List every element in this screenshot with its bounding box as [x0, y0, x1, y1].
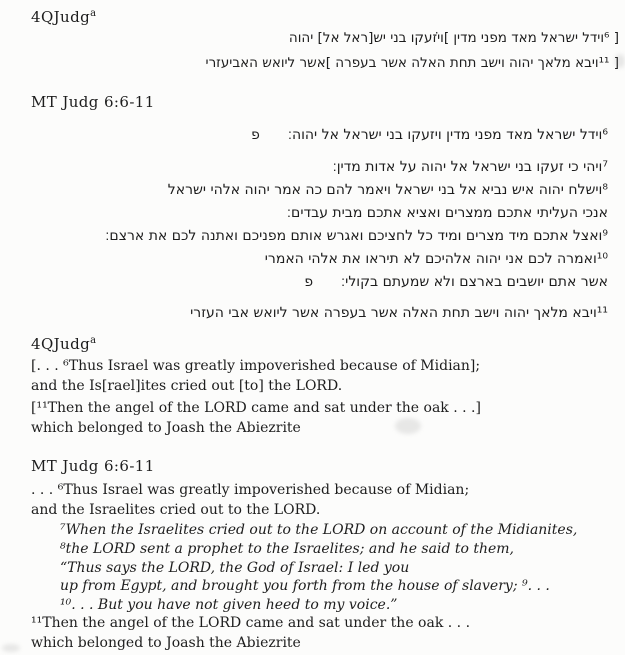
english-line-mt-v6a: . . . ⁶Thus Israel was greatly impoverished because of Midian; — [31, 482, 470, 498]
4qjudg-translation-para1 — [31, 357, 480, 396]
english-line-mt-v11b: which belonged to Joash the Abiezrite — [31, 634, 301, 651]
4qjudg-translation-para2 — [31, 399, 481, 438]
english-line-v11b: which belonged to Joash the Abiezrite — [31, 419, 301, 436]
siglum-superscript: a — [90, 8, 97, 19]
hebrew-line-v10b: אשר אתם יושבים בארצם ולא שמעתם בקולי׃ פ — [304, 274, 608, 290]
4qjudg-hebrew-block — [206, 26, 619, 76]
hebrew-line-v6: ⁶וידל ישראל מאד מפני מדין ויזעקו בני ישראל אל יהוה׃ פ — [251, 127, 608, 143]
english-line-mt-v8b: “Thus says the LORD, the God of Israel: I led you — [60, 559, 410, 576]
hebrew-line-judg6-6: [ ⁶וידל ישראל מאד מפני מדין ]ו̇יזעקו בני יש[ראל אל] יהוה — [288, 30, 619, 46]
english-line-v6a: [. . . ⁶Thus Israel was greatly impoverished because of Midian]; — [31, 358, 481, 374]
heading-mt-hebrew: MT Judg 6:6-11 — [31, 93, 155, 111]
english-line-v6b: and the Is[rael]ites cried out [to] the LORD. — [31, 377, 343, 394]
scan-smudge — [2, 644, 20, 652]
mt-translation-outro — [31, 614, 470, 653]
hebrew-line-v8b: אנכי העליתי אתכם ממצרים ואציא אתכם מבית עבדים׃ — [286, 205, 608, 221]
hebrew-line-judg6-11: [ ¹¹ויבא מלאך יהוה וישב תחת האלה אשר בעפרה ]אשר ליואש האביעזרי — [205, 55, 619, 71]
english-line-v11a: [¹¹Then the angel of the LORD came and sat under the oak . . .] — [31, 400, 481, 416]
siglum-superscript: a — [90, 335, 97, 346]
mt-hebrew-block — [105, 124, 608, 325]
english-line-mt-v8a: ⁸the LORD sent a prophet to the Israelites; and he said to them, — [60, 540, 515, 557]
siglum-text: 4QJudg — [31, 8, 91, 26]
siglum-text: 4QJudg — [31, 335, 91, 353]
hebrew-line-v8a: ⁸וישלח יהוה איש נביא אל בני ישראל ויאמר להם כה אמר יהוה אלהי ישראל — [167, 182, 608, 198]
english-line-mt-v10: ¹⁰. . . But you have not given heed to my voice.” — [60, 597, 398, 614]
mt-translation-intro — [31, 481, 469, 520]
hebrew-line-v10a: ¹⁰ואמרה לכם אני יהוה אלהיכם לא תיראו את אלהי האמרי — [264, 251, 608, 267]
hebrew-line-v7: ⁷ויהי כי זעקו בני ישראל אל יהוה על אדות מדין׃ — [332, 159, 608, 175]
hebrew-line-v9: ⁹ואצל אתכם מיד מצרים ומיד כל לחציכם ואגרש אותם מפניכם ואתנה לכם את ארצם׃ — [105, 228, 608, 244]
heading-4qjudg-translation — [31, 335, 97, 353]
heading-mt-translation: MT Judg 6:6-11 — [31, 457, 155, 475]
hebrew-line-v11: ¹¹ויבא מלאך יהוה וישב תחת האלה אשר בעפרה אשר ליואש אבי העזרי — [190, 305, 608, 321]
english-line-mt-v11a: ¹¹Then the angel of the LORD came and sat under the oak . . . — [31, 615, 471, 631]
mt-translation-quote-block — [60, 521, 577, 615]
english-line-mt-v9: up from Egypt, and brought you forth from the house of slavery; ⁹. . . — [60, 578, 550, 595]
heading-4qjudg-hebrew — [31, 8, 97, 26]
english-line-mt-v6b: and the Israelites cried out to the LORD. — [31, 501, 321, 518]
english-line-mt-v7: ⁷When the Israelites cried out to the LORD on account of the Midianites, — [60, 522, 578, 538]
